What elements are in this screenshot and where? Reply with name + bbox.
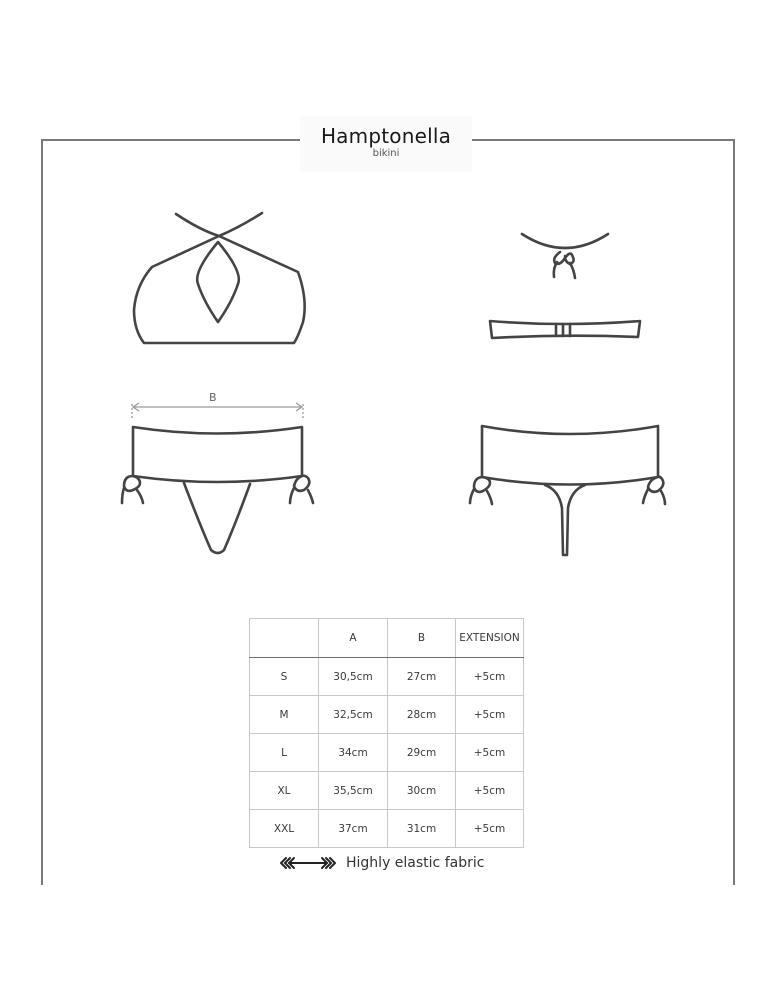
extension-cell: +5cm: [456, 658, 524, 696]
size-cell: L: [250, 734, 319, 772]
a-cell: 30,5cm: [319, 658, 388, 696]
product-category: bikini: [372, 148, 400, 159]
b-cell: 27cm: [388, 658, 456, 696]
dimension-b-label: B: [209, 391, 217, 404]
size-cell: XL: [250, 772, 319, 810]
table-row: [250, 734, 524, 772]
header-cell-b: B: [388, 619, 456, 658]
dimension-b-arrow: [132, 403, 303, 419]
b-cell: 31cm: [388, 810, 456, 848]
size-chart-table: [249, 618, 524, 848]
a-cell: 32,5cm: [319, 696, 388, 734]
elastic-legend: [280, 853, 484, 873]
table-row: [250, 658, 524, 696]
extension-cell: +5cm: [456, 810, 524, 848]
table-header-row: [250, 619, 524, 658]
header-cell-size: [250, 619, 319, 658]
extension-cell: +5cm: [456, 696, 524, 734]
table-row: [250, 696, 524, 734]
a-cell: 37cm: [319, 810, 388, 848]
product-title: Hamptonella: [320, 124, 452, 148]
header-cell-extension: EXTENSION: [456, 619, 524, 658]
size-cell: XXL: [250, 810, 319, 848]
table-row: [250, 810, 524, 848]
a-cell: 35,5cm: [319, 772, 388, 810]
elastic-stretch-arrow-icon: [280, 856, 336, 870]
b-cell: 30cm: [388, 772, 456, 810]
extension-cell: +5cm: [456, 734, 524, 772]
table-row: [250, 772, 524, 810]
top-back-illustration: [490, 234, 640, 338]
bottom-back-illustration: [470, 426, 665, 555]
size-cell: S: [250, 658, 319, 696]
size-cell: M: [250, 696, 319, 734]
legend-text: Highly elastic fabric: [346, 855, 485, 871]
extension-cell: +5cm: [456, 772, 524, 810]
bottom-front-illustration: [122, 427, 313, 553]
header-cell-a: A: [319, 619, 388, 658]
b-cell: 29cm: [388, 734, 456, 772]
a-cell: 34cm: [319, 734, 388, 772]
top-front-illustration: [134, 213, 305, 343]
b-cell: 28cm: [388, 696, 456, 734]
